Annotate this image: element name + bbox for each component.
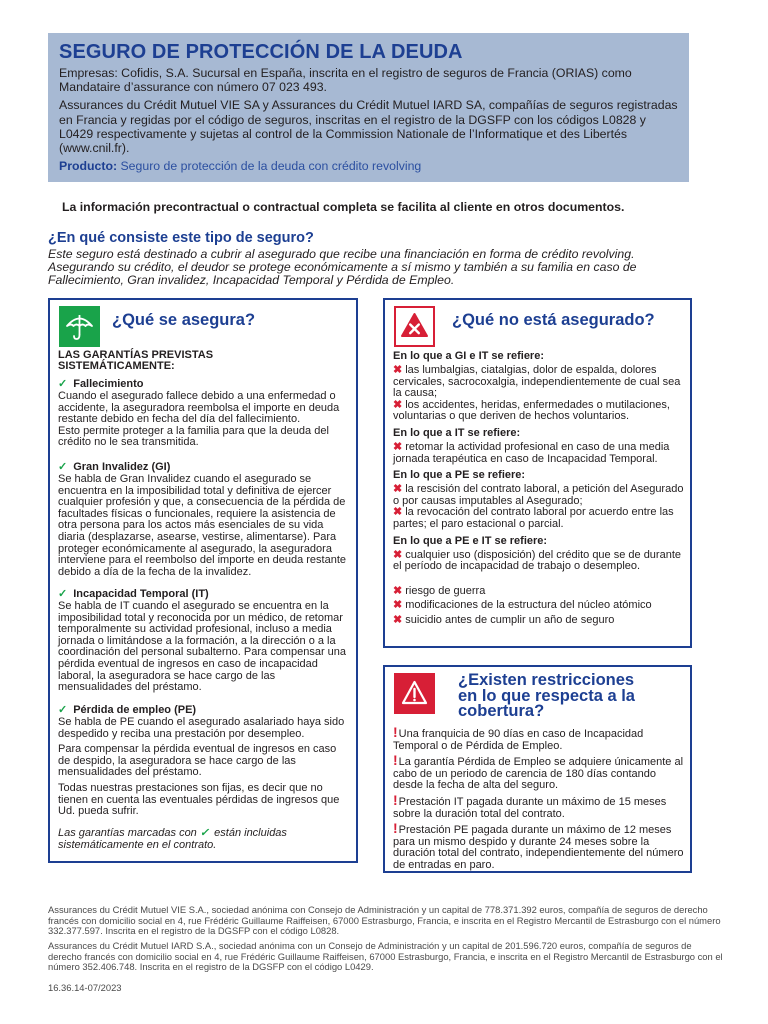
header-product [59,159,678,173]
item-text-incapacidad-temporal: Se habla de IT cuando el asegurado se encuentra en la imposibilidad total y reconocida por un médico, de retomar temporalmente su actividad profesional, incluso a media jornada o limitándose a la formación, a la dirección o a la coordinación del personal subalterno. Para compensar una pérdida eventual de ingresos en caso de incapacidad laboral, la aseguradora se hace cargo de las mensualidades del préstamo. [58,600,347,694]
x-mark-icon: ✖ [393,548,403,561]
no-asegurado-list [393,350,685,627]
group-label: En lo que a IT se refiere: [393,426,521,439]
check-icon: ✓ [58,461,68,473]
x-mark-icon: ✖ [393,398,403,411]
check-icon: ✓ [58,588,68,600]
consiste-title: ¿En qué consiste este tipo de seguro? [48,230,314,246]
x-mark-icon: ✖ [393,483,403,496]
warning-icon [394,673,435,714]
exclamation-icon: ! [393,791,398,808]
list-item: ✖ las lumbalgias, ciatalgias, dolor de espalda, dolores cervicales, sacrocoxalgia, independientemente de cual sea la causa; [393,364,681,400]
header-companies: Empresas: Cofidis, S.A. Sucursal en España, inscrita en el registro de seguros de Francia (ORIAS) como Mandataire d’assurance con número 07 023 493. [59,66,632,95]
no-asegurado-title: ¿Qué no está asegurado? [452,311,655,329]
product-value: Seguro de protección de la deuda con crédito revolving [120,159,422,174]
list-item: !Prestación PE pagada durante un máximo de 12 meses para un mismo despido y durante 24 meses sobre la duración total del contrato, independientemente del número de entradas en paro. [393,820,684,871]
item-text-gran-invalidez: Se habla de Gran Invalidez cuando el asegurado se encuentra en la imposibilidad total y definitiva de ejercer cualquier profesión y que, a consecuencia de la pérdida de facultades físicas o funcionales, requiere la asistencia de otra persona para los actos más esenciales de su vida diaria (desplazarse, asearse, vestirse, alimentarse). Para proteger económicamente al asegurado, la aseguradora interviene para el reembolso del importe en deuda restante debido a día de la fecha de la invalidez. [58,473,347,578]
consiste-text: Este seguro está destinado a cubrir al asegurado que recibe una financiación en forma de crédito revolving. Asegurando su crédito, el deudor se protege económicamente a sí mismo y también a su familia en caso de Fallecimiento, Gran invalidez, Incapacidad Temporal y Pérdida de Empleo. [48,247,637,287]
panel-restricciones [383,665,692,873]
list-item: ✖ la revocación del contrato laboral por acuerdo entre las partes; el paro estacional o parcial. [393,506,674,530]
page-title: SEGURO DE PROTECCIÓN DE LA DEUDA [59,41,463,63]
footer-vie: Assurances du Crédit Mutuel VIE S.A., sociedad anónima con Consejo de Administración y un capital de 778.371.392 euros, compañía de seguros de derecho francés con domicilio social en 4, rue Frédéric Guillaume Raiffeisen, 67000 Estrasburgo, Francia, e inscrita en el Registro Mercantil de Estrasburgo con el número 332.377.597. Inscrita en el registro de la DGSFP con el código L0828. [48,904,721,937]
list-item: ✖ retomar la actividad profesional en caso de una media jornada terapéutica en caso de Incapacidad Temporal. [393,440,670,465]
exclamation-icon: ! [393,724,398,740]
restricciones-list [393,724,685,872]
check-icon: ✓ [58,378,68,390]
cross-icon [394,306,435,347]
group-label: En lo que a GI e IT se refiere: [393,350,544,362]
check-icon: ✓ [58,704,68,716]
header-insurers: Assurances du Crédit Mutuel VIE SA y Assurances du Crédit Mutuel IARD SA, compañías de seguros registradas en Francia y regidas por el código de seguros, inscritas en el registro de la DGSFP con los códigos L0828 y L0429 respectivamente y sujetas al control de la Commission Nationale de l’Informatique et des Libertés (www.cnil.fr). [59,98,678,156]
asegura-note: Las garantías marcadas con ✓ están incluidas sistemáticamente en el contrato. [58,827,287,851]
panel-no-asegurado [383,298,692,648]
footer-code: 16.36.14-07/2023 [48,982,122,993]
list-item: !Prestación IT pagada durante un máximo de 15 meses sobre la duración total del contrato. [393,791,667,820]
list-item: ✖ modificaciones de la estructura del núcleo atómico [393,599,652,612]
asegura-title: ¿Qué se asegura? [112,311,256,329]
precontract-notice: La información precontractual o contractual completa se facilita al cliente en otros documentos. [62,200,625,214]
umbrella-icon [59,306,100,347]
list-item: !Una franquicia de 90 días en caso de Incapacidad Temporal o de Pérdida de Empleo. [393,724,644,752]
header-box [48,33,689,182]
item-title-gran-invalidez: ✓ Gran Invalidez (GI) [58,461,171,473]
list-item: ✖ cualquier uso (disposición) del crédito que se de durante el período de incapacidad de trabajo o desempleo. [393,548,681,573]
asegura-heading: LAS GARANTÍAS PREVISTAS SISTEMÁTICAMENTE: [58,349,214,372]
footer-iard: Assurances du Crédit Mutuel IARD S.A., sociedad anónima con un Consejo de Administración y un capital de 201.596.720 euros, compañía de seguros de derecho francés con domicilio social en 4, rue Frédéric Guillaume Raiffeisen, 67000 Estrasburgo, Francia, e inscrita en el Registro Mercantil de Estrasburgo con el número 352.406.748. Inscrita en el registro de la DGSFP con el código L0429. [48,940,723,973]
item-title-perdida-empleo: ✓ Pérdida de empleo (PE) [58,704,197,716]
x-mark-icon: ✖ [393,506,403,519]
x-mark-icon: ✖ [393,584,403,597]
restricciones-title: ¿Existen restricciones en lo que respecta a la cobertura? [458,671,635,720]
item-text-perdida-empleo: Se habla de PE cuando el asegurado asalariado haya sido despedido y reciba una prestación por desempleo. Para compensar la pérdida eventual de ingresos en caso de despido, la aseguradora se hace cargo de las mensualidades del préstamo. Todas nuestras prestaciones son fijas, es decir que no tienen en cuenta las eventuales pérdidas de ingresos que Ud. pueda sufrir. [58,716,345,818]
list-item: ✖ los accidentes, heridas, enfermedades o mutilaciones, voluntarias o que deriven de hechos voluntarios. [393,398,670,423]
exclamation-icon: ! [393,820,398,837]
list-item: ✖ suicidio antes de cumplir un año de seguro [393,613,615,626]
check-icon: ✓ [199,827,210,839]
x-mark-icon: ✖ [393,613,403,626]
item-title-fallecimiento: ✓ Fallecimiento [58,378,144,390]
list-item: ✖ la rescisión del contrato laboral, a petición del Asegurado o por causas imputables al Asegurado; [393,483,684,507]
x-mark-icon: ✖ [393,599,403,612]
list-item: !La garantía Pérdida de Empleo se adquiere únicamente al cabo de un periodo de carencia de 180 días contando desde la fecha de alta del seguro. [393,752,684,792]
panel-asegura [48,298,358,863]
group-label: En lo que a PE e IT se refiere: [393,534,548,547]
exclamation-icon: ! [393,752,398,769]
item-text-fallecimiento: Cuando el asegurado fallece debido a una enfermedad o accidente, la aseguradora reembolsa el importe en deuda restante debido en fecha del día del fallecimiento. Esto permite proteger a la familia para que la deuda del crédito no le sea transmitida. [58,390,340,449]
list-item: ✖ riesgo de guerra [393,584,486,597]
x-mark-icon: ✖ [393,364,403,376]
x-mark-icon: ✖ [393,440,403,453]
item-title-incapacidad-temporal: ✓ Incapacidad Temporal (IT) [58,588,209,600]
group-label: En lo que a PE se refiere: [393,469,526,482]
product-label: Producto: [59,159,118,174]
